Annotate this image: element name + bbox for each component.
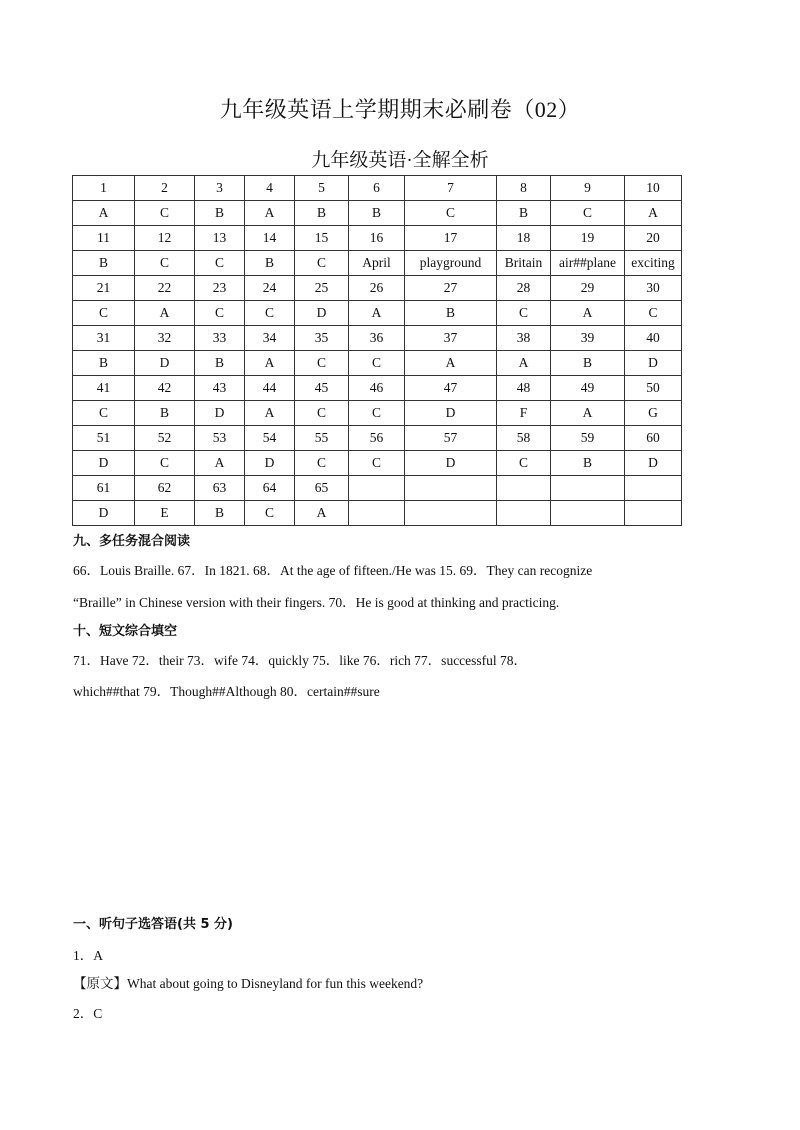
question-number-cell: 26 (349, 276, 405, 301)
question-number-cell: 3 (195, 176, 245, 201)
question-number-cell: 25 (295, 276, 349, 301)
section-9-heading: 九、多任务混合阅读 (73, 534, 191, 549)
answer-cell: B (195, 501, 245, 526)
question-number-cell: 29 (551, 276, 625, 301)
question-number-cell: 21 (73, 276, 135, 301)
answer-cell (405, 501, 497, 526)
answer-cell: B (295, 201, 349, 226)
question-number-row (73, 326, 682, 351)
answer-cell: C (551, 201, 625, 226)
section-10-answers-line-1: 71．Have 72．their 73．wife 74．quickly 75．like 76．rich 77．successful 78． (73, 653, 528, 668)
section-9-answers-line-1: 66．Louis Braille. 67．In 1821. 68．At the age of fifteen./He was 15. 69．They can recognize (73, 563, 593, 578)
question-number-cell: 36 (349, 326, 405, 351)
question-number-cell: 40 (625, 326, 682, 351)
answer-cell: A (405, 351, 497, 376)
section-1-item-1-source: 【原文】What about going to Disneyland for fun this weekend? (73, 976, 424, 991)
question-number-cell: 51 (73, 426, 135, 451)
answer-cell: exciting (625, 251, 682, 276)
answer-cell: A (349, 301, 405, 326)
question-number-row (73, 276, 682, 301)
answer-cell: C (135, 251, 195, 276)
document-subtitle: 九年级英语·全解全析 (311, 150, 489, 171)
answer-cell: F (497, 401, 551, 426)
answer-cell: C (295, 351, 349, 376)
question-number-cell: 5 (295, 176, 349, 201)
answer-cell (551, 501, 625, 526)
answer-cell (497, 501, 551, 526)
question-number-cell: 4 (245, 176, 295, 201)
answer-cell (625, 501, 682, 526)
answer-cell: C (135, 451, 195, 476)
question-number-cell: 60 (625, 426, 682, 451)
section-10-answers-line-2: which##that 79．Though##Although 80．certain##sure (73, 684, 380, 699)
answer-cell: B (405, 301, 497, 326)
question-number-cell: 35 (295, 326, 349, 351)
answer-cell: A (245, 351, 295, 376)
question-number-cell (551, 476, 625, 501)
answer-cell: C (73, 301, 135, 326)
answer-cell: D (73, 451, 135, 476)
question-number-cell: 16 (349, 226, 405, 251)
answer-row (73, 251, 682, 276)
answer-cell: C (349, 351, 405, 376)
question-number-cell: 24 (245, 276, 295, 301)
answer-cell: B (195, 351, 245, 376)
answer-cell: A (135, 301, 195, 326)
question-number-cell: 64 (245, 476, 295, 501)
question-number-cell: 9 (551, 176, 625, 201)
question-number-cell: 37 (405, 326, 497, 351)
question-number-row (73, 426, 682, 451)
question-number-row (73, 476, 682, 501)
question-number-cell: 46 (349, 376, 405, 401)
section-10-heading: 十、短文综合填空 (73, 624, 178, 639)
answer-row (73, 301, 682, 326)
question-number-cell: 28 (497, 276, 551, 301)
question-number-cell: 47 (405, 376, 497, 401)
answer-cell: C (349, 401, 405, 426)
answer-cell: A (73, 201, 135, 226)
question-number-cell: 33 (195, 326, 245, 351)
answer-cell: E (135, 501, 195, 526)
question-number-cell: 8 (497, 176, 551, 201)
question-number-cell: 17 (405, 226, 497, 251)
answer-cell: C (295, 401, 349, 426)
question-number-cell: 63 (195, 476, 245, 501)
question-number-cell: 6 (349, 176, 405, 201)
answer-cell: B (195, 201, 245, 226)
question-number-cell: 55 (295, 426, 349, 451)
answer-cell: A (245, 201, 295, 226)
answer-cell: D (195, 401, 245, 426)
answer-cell: B (497, 201, 551, 226)
answer-cell: Britain (497, 251, 551, 276)
question-number-cell: 52 (135, 426, 195, 451)
question-number-cell: 58 (497, 426, 551, 451)
answer-row (73, 451, 682, 476)
answer-cell: C (245, 301, 295, 326)
answer-cell: B (73, 251, 135, 276)
answer-cell: B (349, 201, 405, 226)
answer-cell: C (245, 501, 295, 526)
question-number-cell: 56 (349, 426, 405, 451)
answer-cell: A (551, 301, 625, 326)
answer-cell: playground (405, 251, 497, 276)
question-number-cell: 65 (295, 476, 349, 501)
question-number-cell: 38 (497, 326, 551, 351)
answer-cell: C (73, 401, 135, 426)
answer-cell: D (625, 351, 682, 376)
section-9-answers-line-2: “Braille” in Chinese version with their fingers. 70．He is good at thinking and practicing. (73, 595, 560, 610)
answer-cell: C (295, 251, 349, 276)
question-number-cell: 18 (497, 226, 551, 251)
question-number-cell: 30 (625, 276, 682, 301)
question-number-cell (349, 476, 405, 501)
document-title: 九年级英语上学期期末必刷卷（02） (219, 97, 581, 122)
question-number-cell: 34 (245, 326, 295, 351)
question-number-cell: 31 (73, 326, 135, 351)
question-number-cell: 14 (245, 226, 295, 251)
question-number-cell: 45 (295, 376, 349, 401)
answer-cell: D (405, 451, 497, 476)
answer-cell: B (135, 401, 195, 426)
question-number-cell: 1 (73, 176, 135, 201)
question-number-cell: 2 (135, 176, 195, 201)
answer-cell: A (195, 451, 245, 476)
question-number-cell: 10 (625, 176, 682, 201)
answer-cell: G (625, 401, 682, 426)
question-number-cell: 42 (135, 376, 195, 401)
answer-cell: C (295, 451, 349, 476)
question-number-cell: 44 (245, 376, 295, 401)
answer-cell: A (625, 201, 682, 226)
answer-cell: C (497, 451, 551, 476)
answer-cell: C (497, 301, 551, 326)
answer-cell: C (625, 301, 682, 326)
answer-cell: C (195, 301, 245, 326)
question-number-cell: 54 (245, 426, 295, 451)
answer-cell (349, 501, 405, 526)
question-number-cell: 11 (73, 226, 135, 251)
answer-cell: C (135, 201, 195, 226)
answer-cell: D (405, 401, 497, 426)
question-number-cell: 23 (195, 276, 245, 301)
question-number-cell: 49 (551, 376, 625, 401)
question-number-row (73, 376, 682, 401)
answer-cell: C (349, 451, 405, 476)
answer-cell: B (551, 351, 625, 376)
section-1-heading: 一、听句子选答语(共 5 分) (73, 917, 233, 932)
question-number-row (73, 176, 682, 201)
answer-cell: April (349, 251, 405, 276)
answer-cell: B (245, 251, 295, 276)
answer-cell: air##plane (551, 251, 625, 276)
question-number-cell: 43 (195, 376, 245, 401)
question-number-cell: 39 (551, 326, 625, 351)
answer-cell: A (551, 401, 625, 426)
question-number-cell: 20 (625, 226, 682, 251)
section-1-item-2: 2．C (73, 1006, 103, 1021)
answer-row (73, 351, 682, 376)
question-number-cell: 32 (135, 326, 195, 351)
question-number-cell: 22 (135, 276, 195, 301)
question-number-cell: 7 (405, 176, 497, 201)
answer-cell: A (497, 351, 551, 376)
answer-cell: B (73, 351, 135, 376)
question-number-cell: 53 (195, 426, 245, 451)
question-number-cell: 57 (405, 426, 497, 451)
answer-cell: D (245, 451, 295, 476)
answer-row (73, 501, 682, 526)
question-number-cell (405, 476, 497, 501)
question-number-cell: 19 (551, 226, 625, 251)
question-number-cell: 62 (135, 476, 195, 501)
answer-table (72, 175, 682, 526)
answer-row (73, 201, 682, 226)
question-number-cell: 61 (73, 476, 135, 501)
answer-cell: A (245, 401, 295, 426)
question-number-row (73, 226, 682, 251)
answer-row (73, 401, 682, 426)
answer-cell: D (625, 451, 682, 476)
answer-cell: C (405, 201, 497, 226)
answer-cell: D (295, 301, 349, 326)
answer-cell: B (551, 451, 625, 476)
question-number-cell (625, 476, 682, 501)
question-number-cell: 13 (195, 226, 245, 251)
question-number-cell: 41 (73, 376, 135, 401)
question-number-cell: 12 (135, 226, 195, 251)
question-number-cell: 50 (625, 376, 682, 401)
answer-cell: C (195, 251, 245, 276)
answer-cell: D (135, 351, 195, 376)
question-number-cell: 27 (405, 276, 497, 301)
answer-cell: D (73, 501, 135, 526)
section-1-item-1: 1．A (73, 948, 103, 963)
question-number-cell (497, 476, 551, 501)
question-number-cell: 59 (551, 426, 625, 451)
answer-table-body (73, 176, 682, 526)
question-number-cell: 15 (295, 226, 349, 251)
question-number-cell: 48 (497, 376, 551, 401)
answer-cell: A (295, 501, 349, 526)
